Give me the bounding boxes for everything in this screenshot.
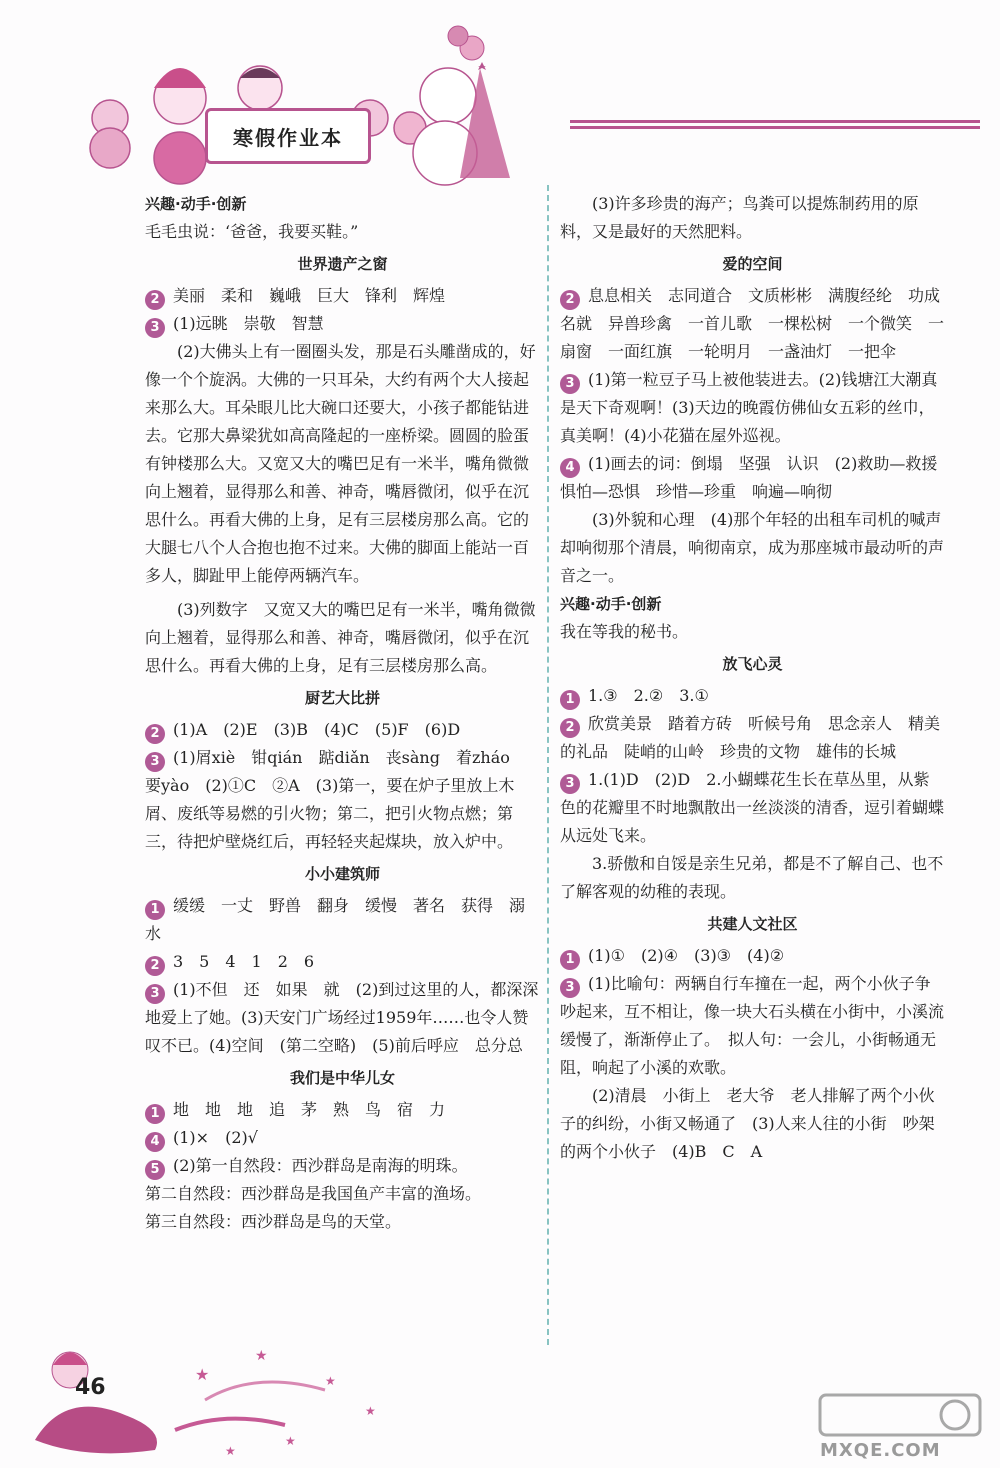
answer-paragraph: (2)清晨 小街上 老大爷 老人排解了两个小伙子的纠纷，小街又畅通了 (3)人来人往的小街 吵架的两个小伙子 (4)B C A — [560, 1086, 935, 1161]
left-column — [145, 190, 540, 1236]
svg-text:★: ★ — [285, 1434, 296, 1448]
answer-text: 1.③ 2.② 3.① — [588, 686, 709, 705]
question-badge: 1 — [560, 950, 580, 970]
answer-text: (1)画去的词：倒塌 坚强 认识 (2)救助—救援 惧怕—恐惧 珍惜—珍重 响遍—响彻 — [560, 454, 954, 501]
svg-text:★: ★ — [325, 1374, 336, 1388]
answer-item — [145, 282, 540, 310]
section-label: 兴趣·动手·创新 — [560, 595, 662, 613]
answer-paragraph: (3)许多珍贵的海产；鸟粪可以提炼制药用的原料，又是最好的天然肥料。 — [560, 194, 919, 241]
page-number: 46 — [75, 1375, 106, 1400]
answer-text: 缓缓 一丈 野兽 翻身 缓慢 著名 获得 溺水 — [145, 896, 526, 943]
question-badge: 3 — [560, 374, 580, 394]
answer-item — [145, 892, 540, 948]
header-rule — [570, 120, 980, 130]
answer-item — [145, 716, 540, 744]
answer-item — [145, 310, 540, 338]
section-title: 放飞心灵 — [722, 655, 783, 673]
section-title: 世界遗产之窗 — [297, 255, 388, 273]
question-badge: 3 — [560, 774, 580, 794]
answer-text: 欣赏美景 踏着方砖 听候号角 思念亲人 精美的礼品 陡峭的山岭 珍贵的文物 雄伟的长城 — [560, 714, 941, 761]
answer-item — [145, 1124, 540, 1152]
question-badge: 4 — [560, 458, 580, 478]
answer-item — [145, 948, 540, 976]
answer-text: 地 地 地 追 茅 熟 鸟 宿 力 — [173, 1100, 446, 1119]
answer-item — [145, 1096, 540, 1124]
answer-text: (1)远眺 崇敬 智慧 — [173, 314, 324, 333]
question-badge: 2 — [560, 290, 580, 310]
answer-item — [560, 366, 945, 450]
answer-item — [560, 942, 945, 970]
question-badge: 5 — [145, 1160, 165, 1180]
answer-text: (1)屑xiè 钳qián 踮diǎn 丧sàng 着zháo 要yào (2)①C ②A (3)第一，要在炉子里放上木屑、废纸等易燃的引火物；第二，把引火物点燃；第三，待把炉壁烧红后，再轻轻夹起煤块，放入炉中。 — [145, 748, 526, 851]
answer-text: 息息相关 志同道合 文质彬彬 满腹经纶 功成名就 异兽珍禽 一首儿歌 一棵松树 一个微笑 一扇窗 一面红旗 一轮明月 一盏油灯 一把伞 — [560, 286, 945, 361]
answer-item — [560, 970, 945, 1082]
answer-text: (1)比喻句：两辆自行车撞在一起，两个小伙子争吵起来，互不相让，像一块大石头横在小街中，小溪流缓慢了，渐渐停止了。 拟人句：一会儿，小街畅通无阻，响起了小溪的欢歌。 — [560, 974, 945, 1077]
question-badge: 1 — [145, 900, 165, 920]
question-badge: 3 — [560, 978, 580, 998]
question-badge: 2 — [145, 290, 165, 310]
section-title: 小小建筑师 — [304, 865, 380, 883]
column-divider — [547, 185, 549, 1345]
answer-text: 1.(1)D (2)D 2.小蝴蝶花生长在草丛里，从紫色的花瓣里不时地飘散出一丝淡淡的清香，逗引着蝴蝶从远处飞来。 — [560, 770, 945, 845]
question-badge: 2 — [145, 724, 165, 744]
question-badge: 4 — [145, 1132, 165, 1152]
answer-item — [145, 744, 540, 856]
section-title: 厨艺大比拼 — [304, 689, 380, 707]
answer-line: 第二自然段：西沙群岛是我国鱼产丰富的渔场。 — [145, 1184, 482, 1203]
answer-item — [560, 282, 945, 366]
question-badge: 2 — [560, 718, 580, 738]
section-title: 共建人文社区 — [707, 915, 798, 933]
question-badge: 3 — [145, 752, 165, 772]
section-title: 爱的空间 — [722, 255, 783, 273]
watermark-text: MXQE.COM — [820, 1440, 941, 1461]
answer-text: (1)A (2)E (3)B (4)C (5)F (6)D — [173, 720, 461, 739]
answer-line: 第三自然段：西沙群岛是鸟的天堂。 — [145, 1212, 402, 1231]
answer-item — [560, 682, 945, 710]
answer-text: (2)第一自然段：西沙群岛是南海的明珠。 — [173, 1156, 468, 1175]
svg-text:★: ★ — [365, 1404, 376, 1418]
answer-text: (1)不但 还 如果 就 (2)到过这里的人，都深深地爱上了她。(3)天安门广场经过1959年……也令人赞叹不已。(4)空间 (第二空略) (5)前后呼应 总分总 — [145, 980, 539, 1055]
answer-item — [145, 1152, 540, 1180]
answer-item — [560, 450, 954, 506]
question-badge: 3 — [145, 318, 165, 338]
answer-line: 我在等我的秘书。 — [560, 622, 689, 641]
question-badge: 3 — [145, 984, 165, 1004]
answer-item — [145, 976, 540, 1060]
svg-text:★: ★ — [195, 1365, 210, 1384]
right-column — [560, 190, 954, 1166]
answer-paragraph: 3.骄傲和自馁是亲生兄弟，都是不了解自己、也不了解客观的幼稚的表现。 — [560, 854, 944, 901]
answer-text: (1)第一粒豆子马上被他装进去。(2)钱塘江大潮真是天下奇观啊！(3)天边的晚霞仿佛仙女五彩的丝巾，真美啊！(4)小花猫在屋外巡视。 — [560, 370, 938, 445]
answer-text: 美丽 柔和 巍峨 巨大 锋利 辉煌 — [173, 286, 446, 305]
answer-text: 3 5 4 1 2 6 — [173, 952, 315, 971]
answer-line: 毛毛虫说：‘爸爸，我要买鞋。” — [145, 222, 359, 241]
section-title: 我们是中华儿女 — [289, 1069, 395, 1087]
question-badge: 1 — [145, 1104, 165, 1124]
answer-text: (1)① (2)④ (3)③ (4)② — [588, 946, 785, 965]
question-badge: 2 — [145, 956, 165, 976]
question-badge: 1 — [560, 690, 580, 710]
answer-item — [560, 710, 945, 766]
answer-paragraph: (3)外貌和心理 (4)那个年轻的出租车司机的喊声却响彻那个清晨，响彻南京，成为那座城市最动听的声音之一。 — [560, 510, 945, 585]
answer-paragraph: (2)大佛头上有一圈圈头发，那是石头雕凿成的，好像一个个旋涡。大佛的一只耳朵，大约有两个大人接起来那么大。耳朵眼儿比大碗口还要大，小孩子都能钻进去。它那大鼻梁犹如高高隆起的一座桥梁。圆圆的脸蛋有钟楼那么大。又宽又大的嘴巴足有一米半，嘴角微微向上翘着，显得那么和善、神奇，嘴唇微闭，似乎在沉思什么。再看大佛的上身，足有三层楼房那么高。它的大腿七八个人合抱也抱不过来。大佛的脚面上能站一百多人，脚趾甲上能停两辆汽车。 — [145, 342, 536, 585]
section-label: 兴趣·动手·创新 — [145, 195, 247, 213]
header-title: 寒假作业本 — [205, 108, 371, 164]
answer-paragraph: (3)列数字 又宽又大的嘴巴足有一米半，嘴角微微向上翘着，显得那么和善、神奇，嘴唇微闭，似乎在沉思什么。再看大佛的上身，足有三层楼房那么高。 — [145, 600, 536, 675]
svg-text:★: ★ — [255, 1348, 268, 1364]
answer-item — [560, 766, 945, 850]
svg-text:★: ★ — [225, 1444, 236, 1458]
answer-text: (1)× (2)√ — [173, 1128, 258, 1147]
